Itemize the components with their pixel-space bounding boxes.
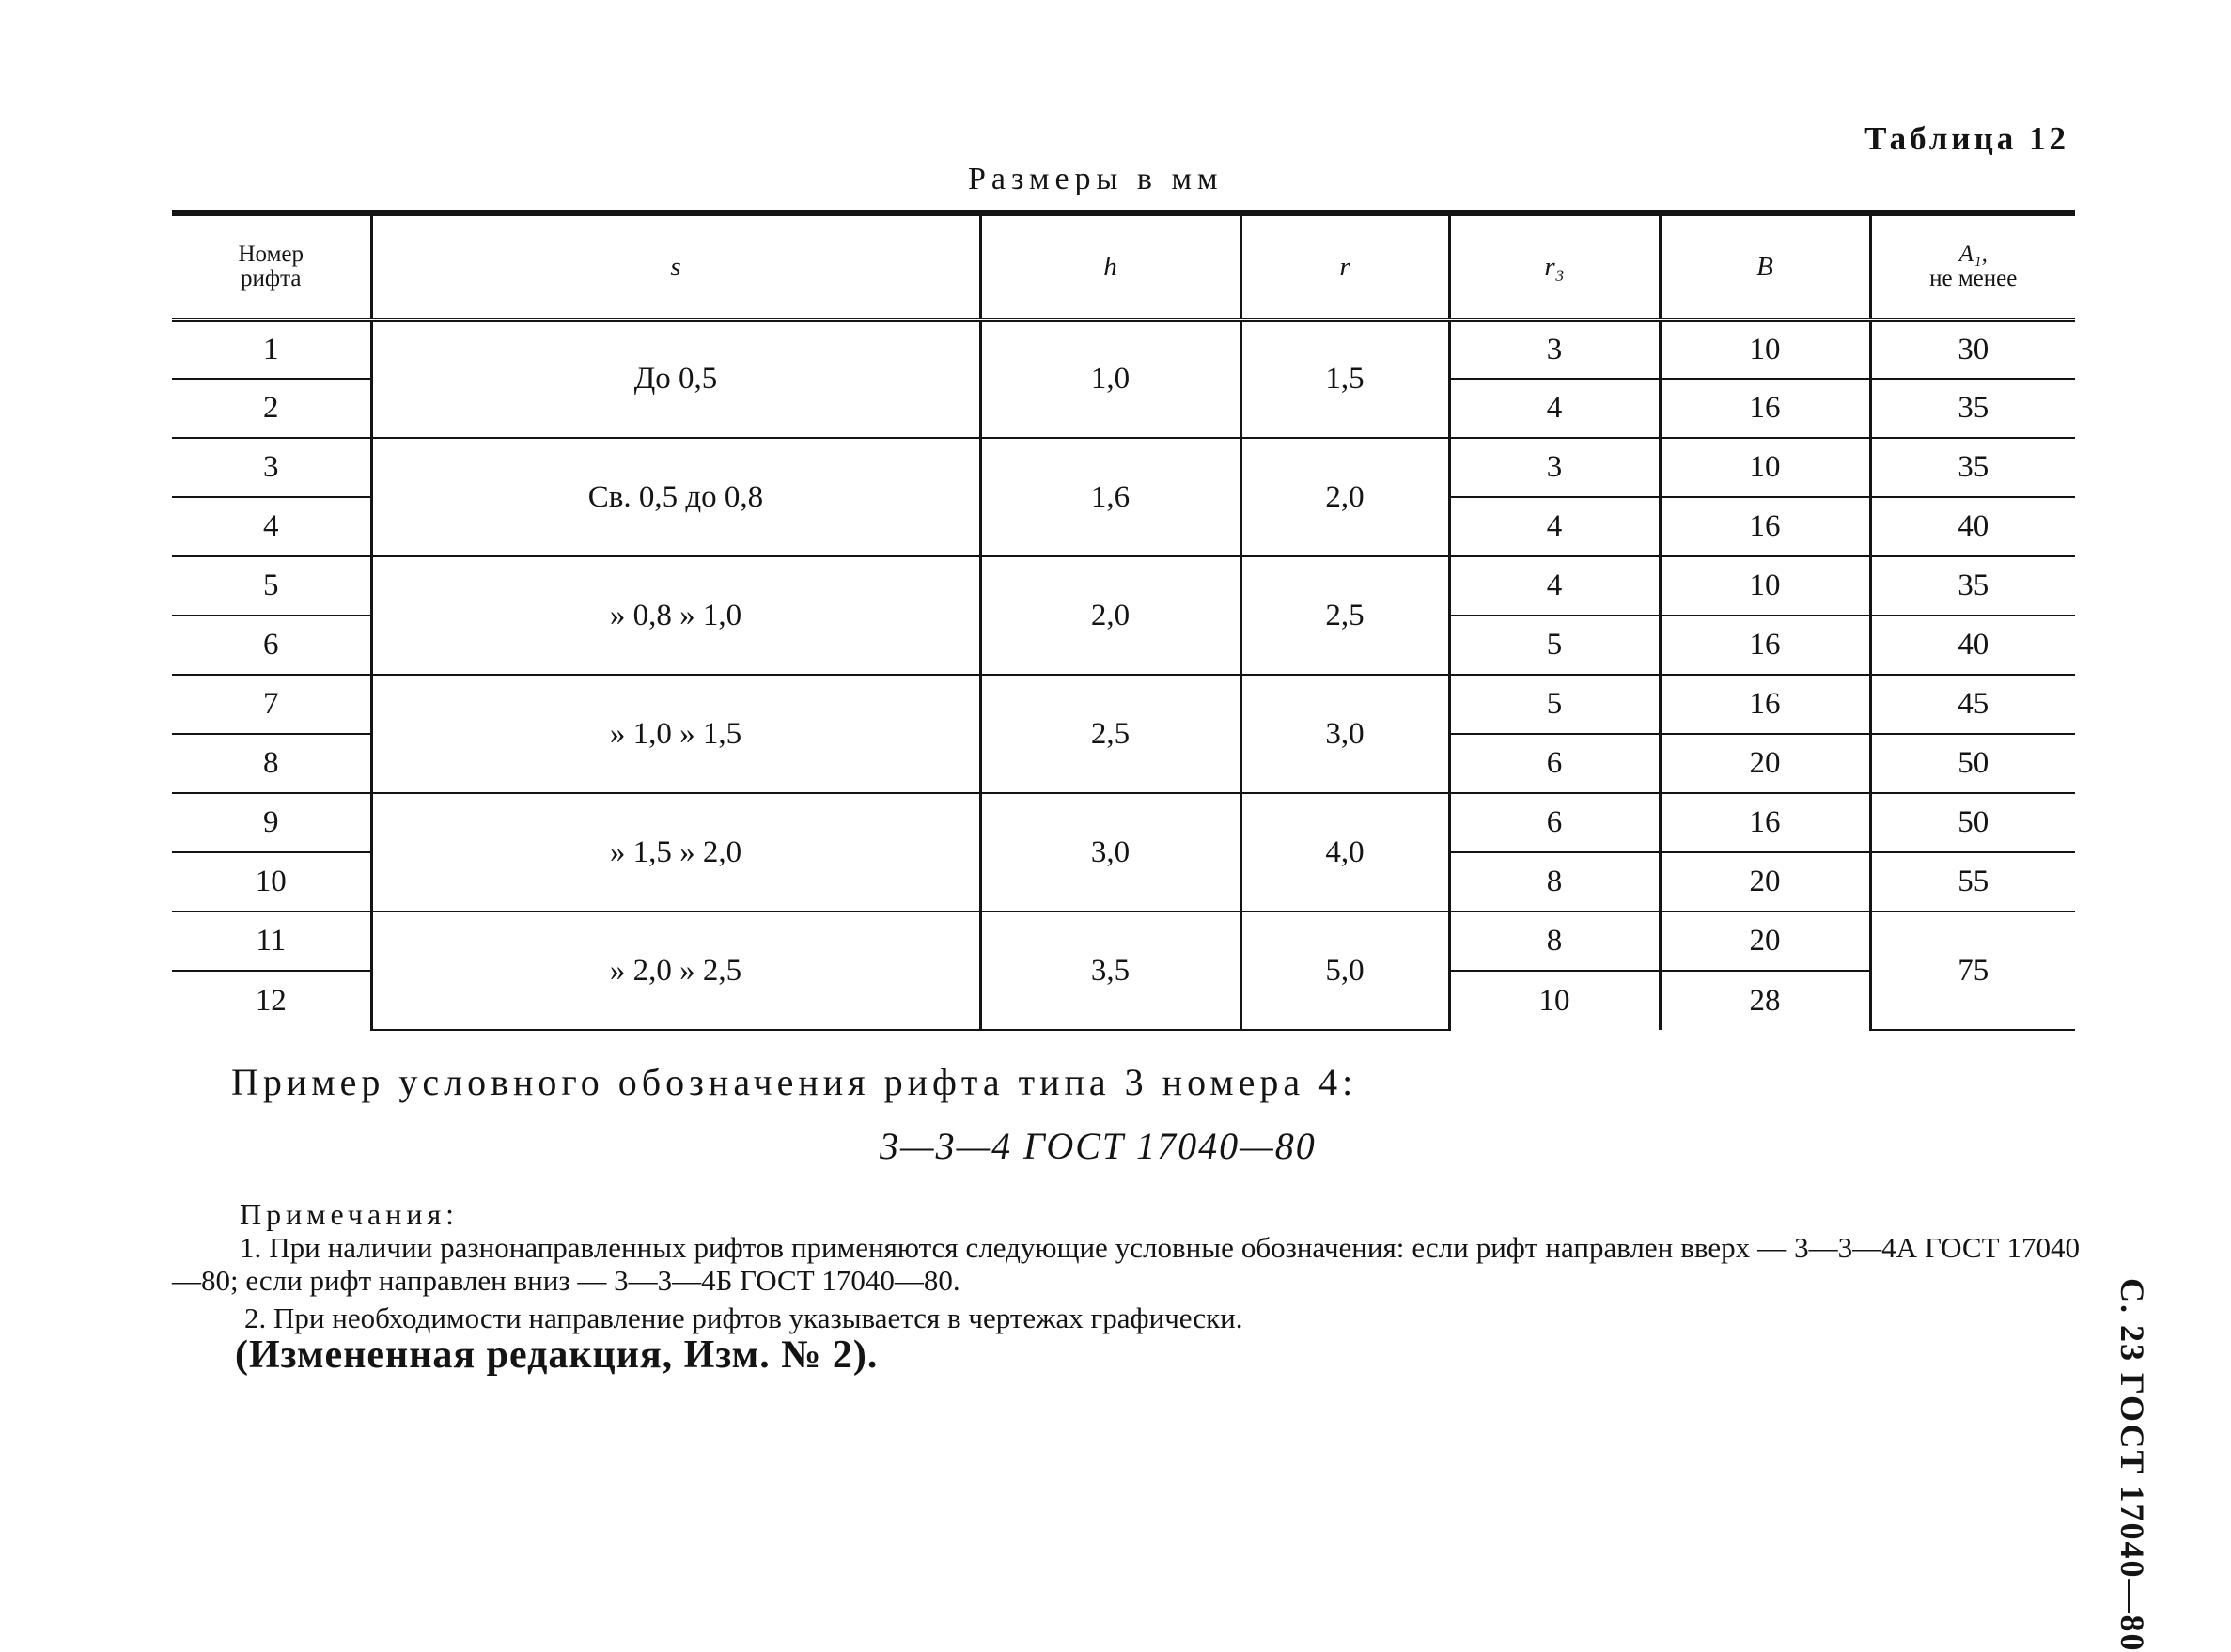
- cell-b: 10: [1660, 556, 1870, 616]
- cell-r3: 4: [1449, 556, 1660, 616]
- cell-r3: 3: [1449, 438, 1660, 497]
- cell-r3: 8: [1449, 852, 1660, 912]
- col-header-a1-note: не менее: [1929, 265, 2018, 291]
- cell-b: 20: [1660, 852, 1870, 912]
- cell-number: 10: [172, 852, 371, 912]
- cell-b: 28: [1660, 971, 1870, 1030]
- cell-number: 6: [172, 616, 371, 675]
- col-header-number-line2: рифта: [241, 265, 302, 291]
- cell-b: 16: [1660, 616, 1870, 675]
- col-header-h: h: [980, 213, 1240, 319]
- cell-h: 3,5: [980, 912, 1240, 1030]
- cell-b: 10: [1660, 319, 1870, 379]
- cell-r3: 5: [1449, 675, 1660, 734]
- note-item-2: 2. При необходимости направление рифтов указывается в чертежах графически.: [244, 1301, 1243, 1334]
- cell-h: 1,0: [980, 319, 1240, 438]
- units-caption: Размеры в мм: [968, 162, 1224, 196]
- cell-a1: 35: [1870, 379, 2075, 438]
- cell-h: 2,5: [980, 675, 1240, 793]
- col-header-b: B: [1660, 213, 1870, 319]
- cell-s: » 1,0 » 1,5: [371, 675, 980, 793]
- col-header-number: [172, 213, 371, 319]
- cell-r3: 8: [1449, 912, 1660, 971]
- cell-h: 3,0: [980, 793, 1240, 912]
- cell-r: 4,0: [1240, 793, 1449, 912]
- cell-a1: 35: [1870, 556, 2075, 616]
- cell-a1: 40: [1870, 616, 2075, 675]
- cell-number: 5: [172, 556, 371, 616]
- col-header-number-line1: Номер: [238, 241, 304, 267]
- cell-a1: 35: [1870, 438, 2075, 497]
- cell-r: 2,0: [1240, 438, 1449, 556]
- table-number-label: Таблица 12: [1864, 120, 2069, 157]
- cell-b: 16: [1660, 793, 1870, 852]
- cell-number: 4: [172, 497, 371, 556]
- cell-r3: 3: [1449, 319, 1660, 379]
- table-row: [172, 912, 2075, 971]
- table-row: [172, 675, 2075, 734]
- cell-r3: 6: [1449, 793, 1660, 852]
- col-header-s: s: [371, 213, 980, 319]
- cell-number: 12: [255, 983, 287, 1018]
- cell-h: 1,6: [980, 438, 1240, 556]
- example-caption: Пример условного обозначения рифта типа 3 номера 4:: [231, 1061, 1358, 1103]
- cell-a1: 50: [1870, 734, 2075, 793]
- table-row: [172, 793, 2075, 852]
- col-header-a1-symbol: A₁,: [1958, 241, 1988, 267]
- amendment-note: (Измененная редакция, Изм. № 2).: [235, 1333, 879, 1377]
- cell-r: 5,0: [1240, 912, 1449, 1030]
- cell-s: До 0,5: [371, 319, 980, 438]
- cell-number: 2: [172, 379, 371, 438]
- cell-a1: 45: [1870, 675, 2075, 734]
- cell-b: 20: [1660, 734, 1870, 793]
- table-row: [172, 438, 2075, 497]
- cell-number: 7: [172, 675, 371, 734]
- dimensions-table: [172, 210, 2075, 1031]
- cell-b: 16: [1660, 675, 1870, 734]
- cell-a1: 30: [1870, 319, 2075, 379]
- cell-r3: 5: [1449, 616, 1660, 675]
- page-reference: С. 23 ГОСТ 17040—80: [2114, 1278, 2151, 1652]
- cell-r3: 6: [1449, 734, 1660, 793]
- cell-a1: 55: [1870, 852, 2075, 912]
- col-header-a1: [1870, 213, 2075, 319]
- example-designation: 3—3—4 ГОСТ 17040—80: [880, 1125, 1317, 1167]
- cell-r3: 4: [1449, 379, 1660, 438]
- notes-heading: Примечания:: [240, 1197, 460, 1231]
- cell-r: 3,0: [1240, 675, 1449, 793]
- cell-r3: 4: [1449, 497, 1660, 556]
- cell-s: » 0,8 » 1,0: [371, 556, 980, 675]
- cell-a1: 75: [1870, 912, 2075, 1030]
- table-row: [172, 556, 2075, 616]
- cell-s: » 2,0 » 2,5: [371, 912, 980, 1030]
- cell-number: 8: [172, 734, 371, 793]
- cell-b: 16: [1660, 497, 1870, 556]
- cell-r: 1,5: [1240, 319, 1449, 438]
- table-row: [172, 319, 2075, 379]
- cell-r3: 10: [1449, 971, 1660, 1030]
- cell-r: 2,5: [1240, 556, 1449, 675]
- cell-a1: 50: [1870, 793, 2075, 852]
- cell-h: 2,0: [980, 556, 1240, 675]
- table-header-row: [172, 213, 2075, 319]
- cell-s: Св. 0,5 до 0,8: [371, 438, 980, 556]
- col-header-r3: r₃: [1449, 213, 1660, 319]
- cell-number: 1: [172, 319, 371, 379]
- cell-a1: 40: [1870, 497, 2075, 556]
- cell-number: 11: [172, 912, 371, 971]
- cell-b: 20: [1660, 912, 1870, 971]
- cell-number: 3: [172, 438, 371, 497]
- col-header-r: r: [1240, 213, 1449, 319]
- cell-number: 9: [172, 793, 371, 852]
- cell-b: 16: [1660, 379, 1870, 438]
- cell-b: 10: [1660, 438, 1870, 497]
- cell-s: » 1,5 » 2,0: [371, 793, 980, 912]
- note-item-1: 1. При наличии разнонаправленных рифтов применяются следующие условные обозначения: если рифт направлен вверх — 3—3—4А ГОСТ 17040—80; если рифт направлен вниз — 3—3—4Б ГОСТ 17040—80.: [172, 1231, 2080, 1297]
